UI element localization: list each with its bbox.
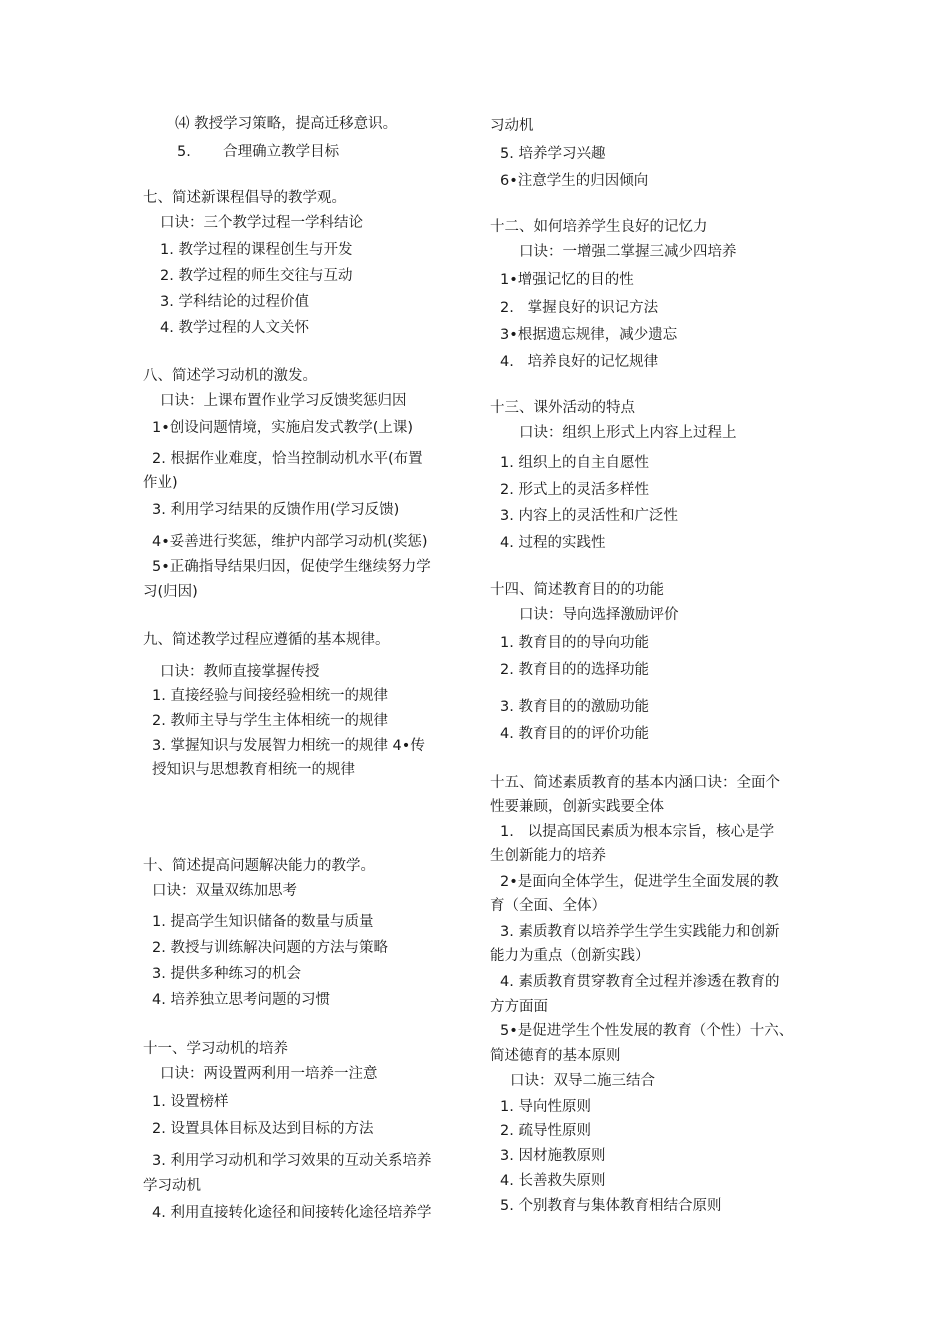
right-line: 4. 素质教育贯穿教育全过程并渗透在教育的 xyxy=(500,974,780,990)
right-line: 育（全面、全体） xyxy=(490,898,606,914)
left-line: 3. 学科结论的过程价值 xyxy=(160,294,309,310)
left-line: 2. 设置具体目标及达到目标的方法 xyxy=(152,1121,374,1137)
right-line: 十二、如何培养学生良好的记忆力 xyxy=(490,219,708,235)
right-line: 2•是面向全体学生，促进学生全面发展的教 xyxy=(500,874,779,890)
right-line: 生创新能力的培养 xyxy=(490,848,606,864)
right-line: 口诀：组织上形式上内容上过程上 xyxy=(519,425,737,441)
left-line: 5•正确指导结果归因，促使学生继续努力学 xyxy=(152,559,431,575)
right-line: 1. 以提高国民素质为根本宗旨，核心是学 xyxy=(500,824,775,840)
right-line: 6•注意学生的归因倾向 xyxy=(500,173,649,189)
right-line: 1. 导向性原则 xyxy=(500,1099,591,1115)
left-line: 作业) xyxy=(143,475,178,491)
left-line: 学习动机 xyxy=(143,1178,201,1194)
left-line: 八、简述学习动机的激发。 xyxy=(143,368,317,384)
right-line: 5. 培养学习兴趣 xyxy=(500,146,606,162)
right-line: 3. 内容上的灵活性和广泛性 xyxy=(500,508,678,524)
left-line: 3. 掌握知识与发展智力相统一的规律 4•传 xyxy=(152,738,425,754)
right-line: 能力为重点（创新实践） xyxy=(490,948,650,964)
left-line: 习(归因) xyxy=(143,584,198,600)
left-line: 九、简述教学过程应遵循的基本规律。 xyxy=(143,632,390,648)
right-line: 5•是促进学生个性发展的教育（个性）十六、 xyxy=(500,1023,794,1039)
right-line: 2. 教育目的的选择功能 xyxy=(500,662,649,678)
left-line: 1•创设问题情境，实施启发式教学(上课) xyxy=(152,420,414,436)
left-line: 4. 培养独立思考问题的习惯 xyxy=(152,992,330,1008)
right-line: 1. 教育目的的导向功能 xyxy=(500,635,649,651)
left-line: 3. 提供多种练习的机会 xyxy=(152,966,301,982)
right-line: 2. 疏导性原则 xyxy=(500,1123,591,1139)
right-line: 2. 形式上的灵活多样性 xyxy=(500,482,649,498)
right-line: 5. 个别教育与集体教育相结合原则 xyxy=(500,1198,722,1214)
right-line: 1•增强记忆的目的性 xyxy=(500,272,634,288)
right-line: 4. 培养良好的记忆规律 xyxy=(500,354,659,370)
left-line: 七、简述新课程倡导的教学观。 xyxy=(143,190,346,206)
right-line: 3. 教育目的的激励功能 xyxy=(500,699,649,715)
left-line: 1. 教学过程的课程创生与开发 xyxy=(160,242,353,258)
left-line: 1. 提高学生知识储备的数量与质量 xyxy=(152,914,374,930)
right-line: 简述德育的基本原则 xyxy=(490,1048,621,1064)
left-line: 授知识与思想教育相统一的规律 xyxy=(152,762,355,778)
left-line: 3. 利用学习动机和学习效果的互动关系培养 xyxy=(152,1153,432,1169)
left-line: 口诀：教师直接掌握传授 xyxy=(160,664,320,680)
left-line: 口诀：三个教学过程一学科结论 xyxy=(160,215,363,231)
left-line: ⑷ 教授学习策略，提高迁移意识。 xyxy=(175,116,398,132)
left-line: 口诀：两设置两利用一培养一注意 xyxy=(160,1066,378,1082)
left-line: 1. 设置榜样 xyxy=(152,1094,229,1110)
left-line: 2. 教学过程的师生交往与互动 xyxy=(160,268,353,284)
right-line: 十三、课外活动的特点 xyxy=(490,400,635,416)
right-line: 口诀：一增强二掌握三减少四培养 xyxy=(519,244,737,260)
right-line: 3. 素质教育以培养学生学生实践能力和创新 xyxy=(500,924,780,940)
left-line: 十、简述提高问题解决能力的教学。 xyxy=(143,858,375,874)
right-line: 口诀：导向选择激励评价 xyxy=(519,607,679,623)
right-line: 2. 掌握良好的识记方法 xyxy=(500,300,659,316)
right-line: 口诀：双导二施三结合 xyxy=(510,1073,655,1089)
left-line: 1. 直接经验与间接经验相统一的规律 xyxy=(152,688,388,704)
left-line: 2. 根据作业难度，恰当控制动机水平(布置 xyxy=(152,451,423,467)
right-line: 十五、简述素质教育的基本内涵口诀：全面个 xyxy=(490,775,780,791)
right-line: 方方面面 xyxy=(490,999,548,1015)
left-line: 口诀：上课布置作业学习反馈奖惩归因 xyxy=(160,393,407,409)
left-line: 4. 利用直接转化途径和间接转化途径培养学 xyxy=(152,1205,432,1221)
right-line: 4. 教育目的的评价功能 xyxy=(500,726,649,742)
right-line: 十四、简述教育目的的功能 xyxy=(490,582,664,598)
left-line: 4. 教学过程的人文关怀 xyxy=(160,320,309,336)
right-line: 习动机 xyxy=(490,118,534,134)
right-line: 4. 长善救失原则 xyxy=(500,1173,606,1189)
left-line: 口诀：双量双练加思考 xyxy=(152,883,297,899)
left-line: 2. 教授与训练解决问题的方法与策略 xyxy=(152,940,388,956)
right-line: 性要兼顾，创新实践要全体 xyxy=(490,799,664,815)
left-line: 3. 利用学习结果的反馈作用(学习反馈) xyxy=(152,502,400,518)
right-line: 3•根据遗忘规律，减少遗忘 xyxy=(500,327,678,343)
left-line: 5. 合理确立教学目标 xyxy=(177,144,340,160)
right-line: 3. 因材施教原则 xyxy=(500,1148,606,1164)
right-line: 1. 组织上的自主自愿性 xyxy=(500,455,649,471)
left-line: 2. 教师主导与学生主体相统一的规律 xyxy=(152,713,388,729)
right-line: 4. 过程的实践性 xyxy=(500,535,606,551)
left-line: 十一、学习动机的培养 xyxy=(143,1041,288,1057)
left-line: 4•妥善进行奖惩，维护内部学习动机(奖惩) xyxy=(152,534,428,550)
